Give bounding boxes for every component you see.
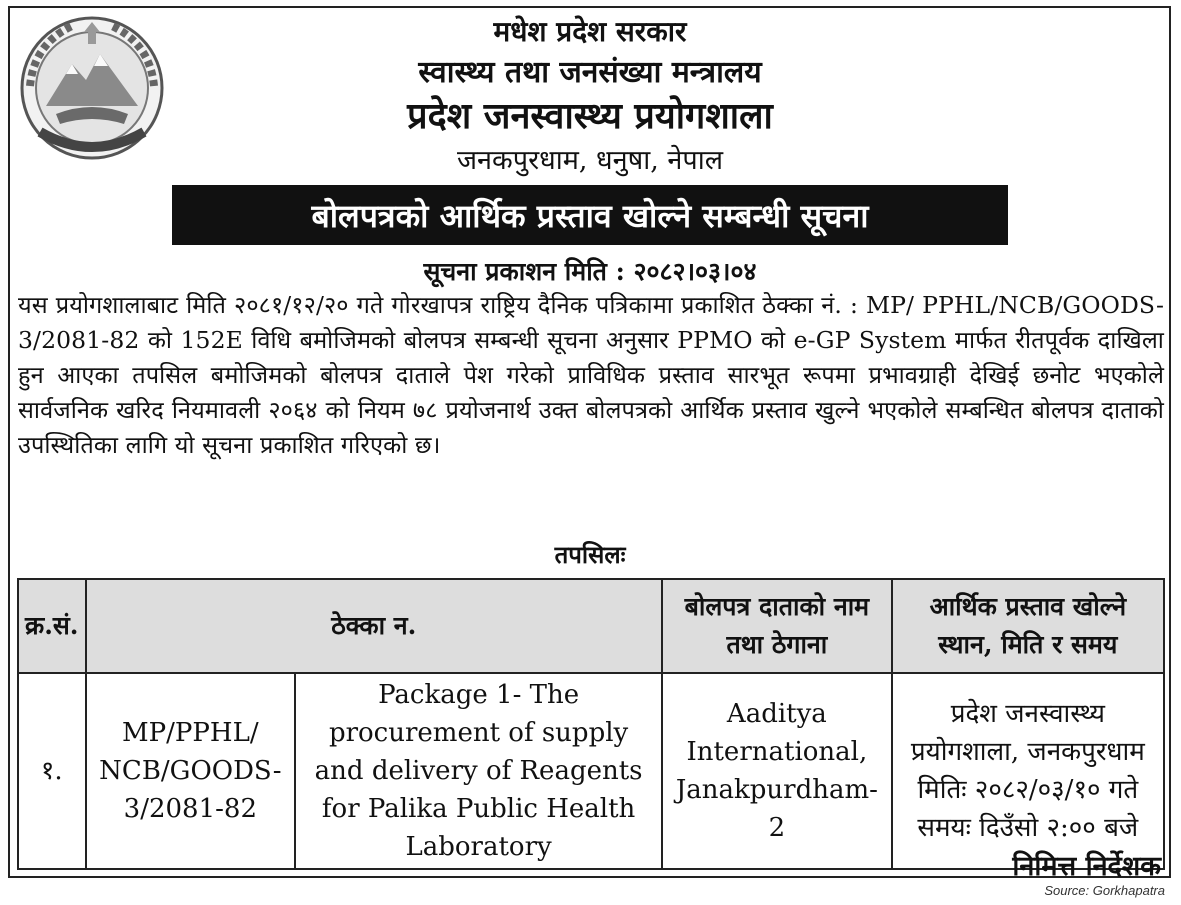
table-row — [18, 673, 1164, 869]
nepal-emblem-icon — [16, 14, 168, 162]
cell-opening — [892, 673, 1164, 869]
ministry-line: स्वास्थ्य तथा जनसंख्या मन्त्रालय — [418, 55, 762, 90]
office-name: प्रदेश जनस्वास्थ्य प्रयोगशाला — [407, 96, 773, 137]
cell-description: Package 1- The procurement of supply and delivery of Reagents for Palika Public Health Laboratory — [295, 673, 662, 869]
cell-bidder: Aaditya International, Janakpurdham-2 — [662, 673, 892, 869]
opening-place: प्रदेश जनस्वास्थ्य प्रयोगशाला, जनकपुरधाम — [910, 699, 1145, 767]
opening-date: मितिः २०८२/०३/१० गते — [917, 775, 1139, 805]
col-header-opening: आर्थिक प्रस्ताव खोल्ने स्थान, मिति र समय — [892, 579, 1164, 673]
source-credit: Source: Gorkhapatra — [1044, 883, 1165, 898]
details-label: तपसिलः — [554, 540, 626, 569]
col-header-sn: क्र.सं. — [18, 579, 86, 673]
cell-contract-no: MP/PPHL/ NCB/GOODS- 3/2081-82 — [86, 673, 296, 869]
province-government-line: मधेश प्रदेश सरकार — [493, 15, 687, 48]
publish-date: सूचना प्रकाशन मिति : २०८२।०३।०४ — [423, 257, 757, 286]
table-header-row — [18, 579, 1164, 673]
col-header-contract: ठेक्का न. — [86, 579, 663, 673]
cell-sn: १. — [18, 673, 86, 869]
col-header-bidder: बोलपत्र दाताको नाम तथा ठेगाना — [662, 579, 892, 673]
notice-title: बोलपत्रको आर्थिक प्रस्ताव खोल्ने सम्बन्धी सूचना — [172, 185, 1008, 245]
details-table — [17, 578, 1165, 870]
office-address: जनकपुरधाम, धनुषा, नेपाल — [456, 145, 724, 176]
opening-time: समयः दिउँसो २:०० बजे — [917, 813, 1139, 843]
notice-body: यस प्रयोगशालाबाट मिति २०८१/१२/२० गते गोरखापत्र राष्ट्रिय दैनिक पत्रिकामा प्रकाशित ठेक्का नं. : MP/ PPHL/NCB/GOODS-3/2081-82 को 152E विधि बमोजिमको बोलपत्र सम्बन्धी सूचना अनुसार PPMO को e-GP System मार्फत रीतपूर्वक दाखिला हुन आएका तपसिल बमोजिमको बोलपत्र दाताले पेश गरेको प्राविधिक प्रस्ताव सारभूत रूपमा प्रभावग्राही देखिई छनोट भएकोले सार्वजनिक खरिद नियमावली २०६४ को नियम ७८ प्रयोजनार्थ उक्त बोलपत्रको आर्थिक प्रस्ताव खुल्ने भएकोले सम्बन्धित बोलपत्र दाताको उपस्थितिका लागि यो सूचना प्रकाशित गरिएको छ। — [18, 291, 1164, 459]
signer-title: निमित्त निर्देशक — [1012, 851, 1161, 882]
